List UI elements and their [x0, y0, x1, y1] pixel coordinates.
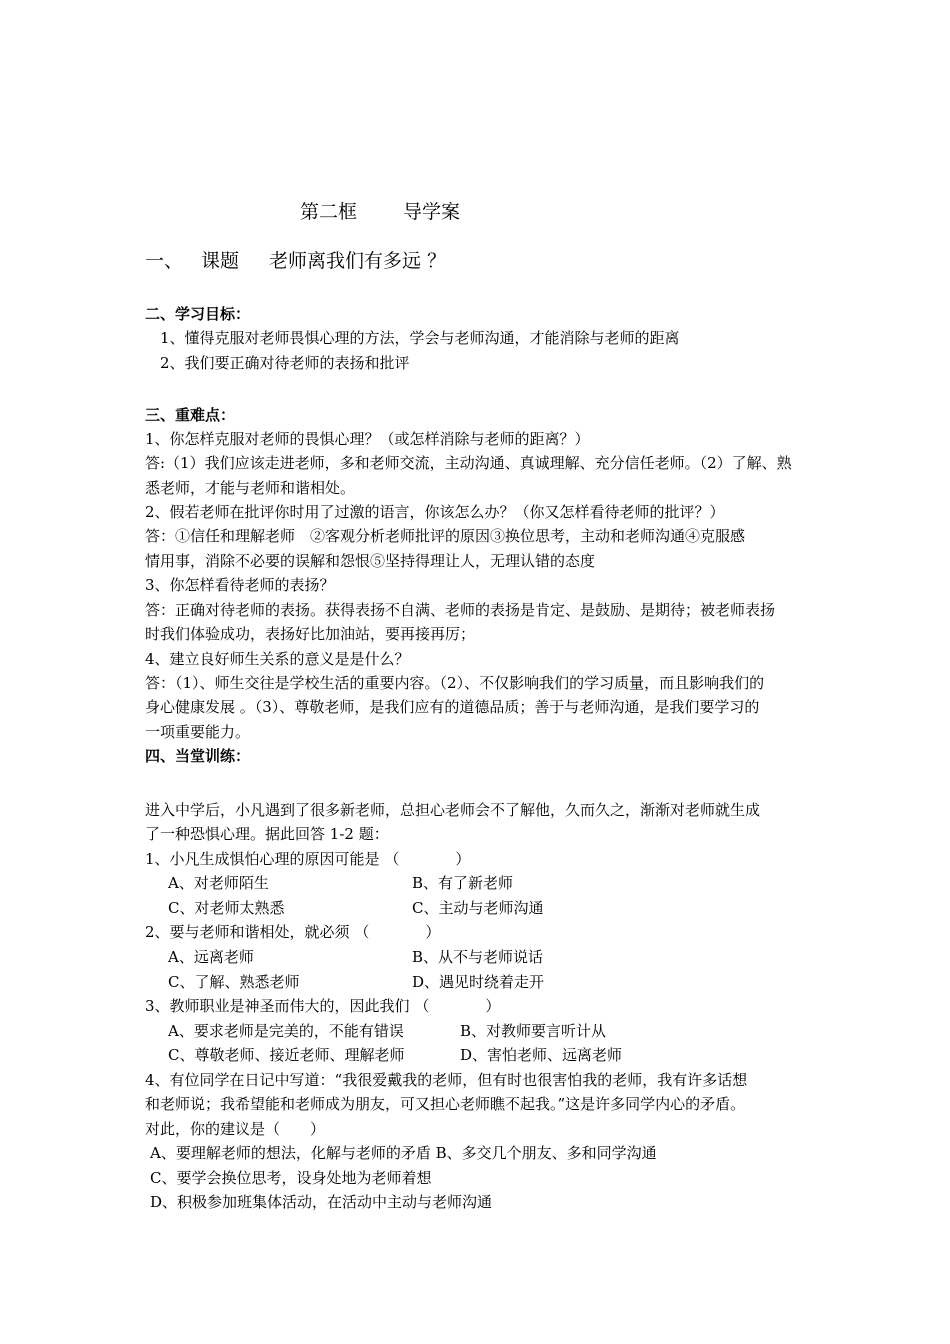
key-point-line: 一项重要能力。: [145, 723, 251, 741]
question-3-stem: 3、教师职业是神圣而伟大的，因此我们 （ ）: [145, 997, 501, 1015]
title-part1: 第二框: [300, 201, 358, 223]
key-point-line: 答:（1）我们应该走进老师，多和老师交流，主动沟通、真诚理解、充分信任老师。（2）了解、熟: [145, 454, 792, 472]
practice-heading: 四、当堂训练：: [145, 747, 251, 765]
question-3-options-ab: [168, 1019, 833, 1043]
question-2-options-ab: [168, 945, 833, 969]
subject-number: 一、: [145, 250, 184, 272]
question-1-options-cd: [168, 896, 833, 920]
option-b: B、有了新老师: [412, 874, 514, 892]
option-c: C、尊敬老师、接近老师、理解老师: [168, 1046, 405, 1064]
key-point-line: 答：①信任和理解老师 ②客观分析老师批评的原因③换位思考，主动和老师沟通④克服感: [145, 527, 746, 545]
question-1-options-ab: [168, 871, 833, 895]
question-3-options-cd: [168, 1043, 833, 1067]
key-points-heading: 三、重难点：: [145, 406, 236, 424]
question-4-stem-line: 和老师说；我希望能和老师成为朋友，可又担心老师瞧不起我。”这是许多同学内心的矛盾。: [145, 1095, 746, 1113]
option-b: B、从不与老师说话: [412, 948, 544, 966]
key-point-line: 答：正确对待老师的表扬。获得表扬不自满、老师的表扬是肯定、是鼓励、是期待；被老师表扬: [145, 601, 776, 619]
subject-text: 老师离我们有多远 ？: [269, 250, 447, 272]
title-part2: 导学案: [403, 201, 461, 223]
question-4-option-d: D、积极参加班集体活动，在活动中主动与老师沟通: [150, 1193, 493, 1211]
key-point-line: 2、假若老师在批评你时用了过激的语言，你该怎么办？（你又怎样看待老师的批评？）: [145, 503, 725, 521]
lesson-subject: [145, 246, 446, 276]
page-title: [300, 198, 460, 226]
option-d: C、主动与老师沟通: [412, 899, 544, 917]
key-point-line: 情用事，消除不必要的误解和怨恨⑤坚持得理让人，无理认错的态度: [145, 552, 596, 570]
question-4-stem-line: 4、有位同学在日记中写道：“我很爱戴我的老师，但有时也很害怕我的老师，我有许多话想: [145, 1071, 748, 1089]
subject-label: 课题: [201, 250, 240, 272]
goal-item: 2、我们要正确对待老师的表扬和批评: [160, 354, 410, 372]
question-4-options-ab: A、要理解老师的想法，化解与老师的矛盾 B、多交几个朋友、多和同学沟通: [150, 1144, 657, 1162]
option-a: A、要求老师是完美的，不能有错误: [168, 1022, 404, 1040]
question-4-stem-line: 对此，你的建议是（ ）: [145, 1120, 326, 1138]
option-d: D、遇见时绕着走开: [412, 973, 545, 991]
question-2-stem: 2、要与老师和谐相处，就必须 （ ）: [145, 923, 441, 941]
key-point-line: 答：（1）、师生交往是学校生活的重要内容。（2）、不仅影响我们的学习质量，而且影响我们的: [145, 674, 765, 692]
goal-item: 1、懂得克服对老师畏惧心理的方法，学会与老师沟通，才能消除与老师的距离: [160, 329, 680, 347]
option-c: C、对老师太熟悉: [168, 899, 285, 917]
option-d: D、害怕老师、远离老师: [460, 1046, 623, 1064]
goals-heading: 二、学习目标：: [145, 305, 251, 323]
option-a: A、远离老师: [168, 948, 254, 966]
question-2-options-cd: [168, 970, 833, 994]
option-c: C、了解、熟悉老师: [168, 973, 300, 991]
practice-intro-line: 了一种恐惧心理。据此回答 1-2 题：: [145, 825, 389, 843]
question-1-stem: 1、小凡生成惧怕心理的原因可能是 （ ）: [145, 850, 471, 868]
option-a: A、对老师陌生: [168, 874, 269, 892]
key-point-line: 3、你怎样看待老师的表扬？: [145, 576, 335, 594]
option-b: B、对教师要言听计从: [460, 1022, 607, 1040]
key-point-line: 4、建立良好师生关系的意义是是什么？: [145, 650, 410, 668]
key-point-line: 悉老师，才能与老师和谐相处。: [145, 479, 356, 497]
question-4-option-c: C、要学会换位思考，设身处地为老师着想: [150, 1169, 432, 1187]
practice-intro-line: 进入中学后，小凡遇到了很多新老师，总担心老师会不了解他，久而久之，渐渐对老师就生成: [145, 801, 761, 819]
key-point-line: 时我们体验成功，表扬好比加油站，要再接再厉；: [145, 625, 476, 643]
key-point-line: 1、你怎样克服对老师的畏惧心理？（或怎样消除与老师的距离？）: [145, 430, 590, 448]
key-point-line: 身心健康发展 。（3）、尊敬老师，是我们应有的道德品质；善于与老师沟通，是我们要学习的: [145, 698, 760, 716]
